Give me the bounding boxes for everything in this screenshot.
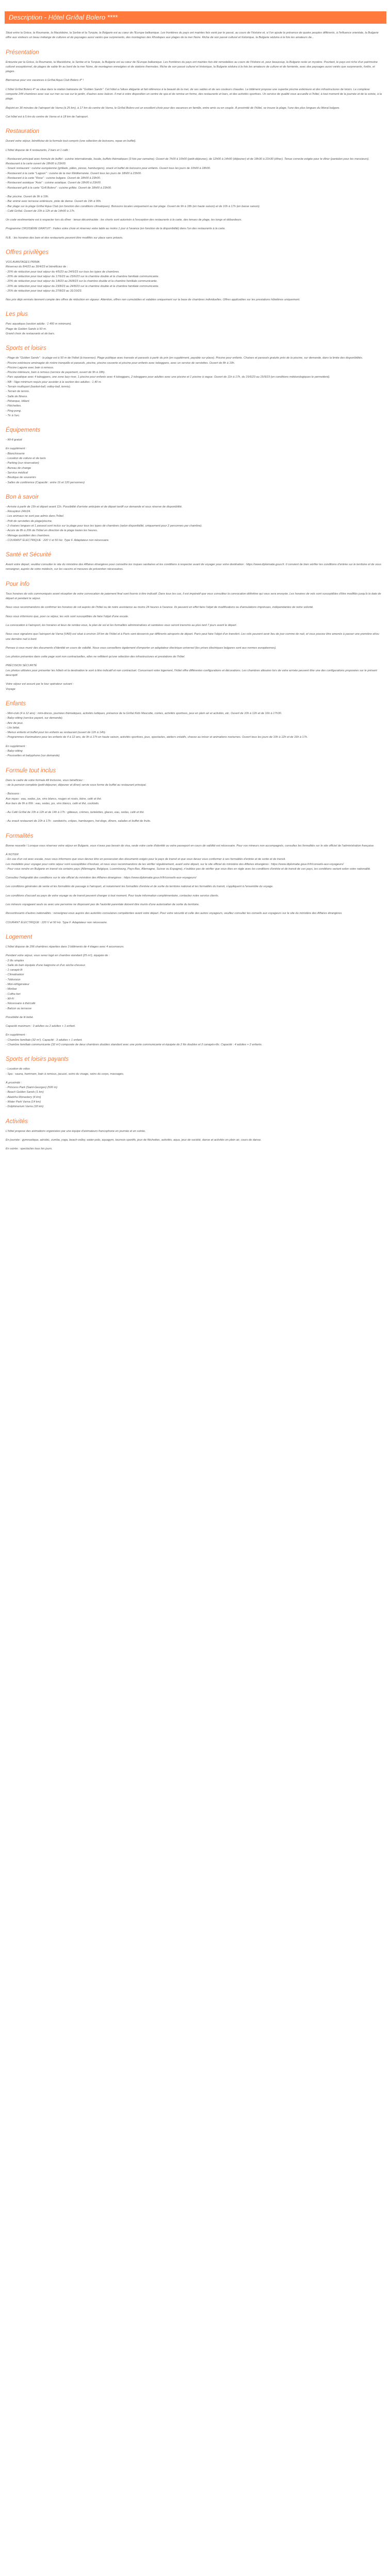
paragraph: - Location de vélos - Spa : sauna, hammam, bain à remous, jacuzzi, soins du visage, soins du corps, massages. <box>6 1067 124 1076</box>
paragraph: L'hôtel dispose de 4 restaurants, 2 bars et 1 café : <box>6 148 70 152</box>
paragraph: Possibilité de lit bébé. <box>6 1015 34 1019</box>
paragraph: Tous horaires de vols communiqués avant réception de votre convocation de paiement final sont fournis à titre indicatif. Dans tous les cas, il est impératif que vous consultiez la convocation définitive qui vous sera envoyée. Les horaires de vols sont susceptibles d'être modifiés jusqu'à la date de départ et pendant le séjour. <box>6 592 381 601</box>
content <box>5 31 386 1152</box>
paragraph: L'hôtel Gríðal Bolero 4* se situe dans la station balnéaire de "Golden Sands". Cet hôtel a l'allure élégante et fait référence à la beauté de la mer, de ses sables et de ses couleurs chaudes. Le bâtiment propose une superbe piscine extérieure et des infrastructures de loisirs. Le complexe comporte 244 chambres avec vue sur mer ou vue sur le jardin, d'autres avec balcon. Il met à votre disposition un centre de spa et de remise en forme, des restaurants et bars, et des activités sportives. Un service de qualité vous accueille à l'hôtel, à tout moment de la journée et de la soirée, à la plage. <box>6 88 382 101</box>
paragraph: Ressortissants d'autres nationalités : renseignez-vous auprès des autorités consulaires compétentes avant votre départ. Pour votre sécurité et celle des autres voyageurs, veuillez consulter les conseils aux voyageurs sur le site du ministère des Affaires étrangères. <box>6 912 343 916</box>
section <box>5 345 386 418</box>
paragraph: Cet hôtel est à 5 km du centre de Varna et à 18 km de l'aéroport. <box>6 115 89 118</box>
section-heading: Santé et Sécurité <box>6 552 52 558</box>
section-heading: Enfants <box>6 700 26 707</box>
paragraph: Bonne nouvelle ! Lorsque vous réservez votre séjour en Bulgarie, vous n'avez pas besoin de visa, seule votre carte d'identité ou votre passeport en cours de validité est nécessaire. Pour vos mineurs non accompagnés, consultez les formalités sur le site officiel de l'administration française. <box>6 844 374 848</box>
paragraph: Les conditions d'accueil au pays de votre voyage ou de transit peuvent changer à tout moment. Pour toute information complémentaire, contactez notre service clients. <box>6 894 219 897</box>
paragraph: - Plage de "Golden Sands" : la plage est à 50 m de l'hôtel (à traverser). Plage publique avec transats et parasols à partir du prix (en supplément, payable sur place). Piscine pour enfants. Chaises et parasols gratuits près de la piscine, sur demande, dans la limite des disponibilités. - Piscine extérieure aménagée de rivière tranquille et parasols, piscine, piscine couverte et piscine pour enfants avec toboggans, avec un service de serviettes. Ouvert de 8h à 19h. - Piscine Lagune avec bain à remous. - Piscine intérieure, bain à remous (service de payement, ouvert de 9h à 18h). - Parc aquatique avec 4 toboggans, une zone lazy river, 1 piscine pour enfants avec 4 toboggans, 2 toboggans pour adultes avec une piscine et 1 piscine à vague. Ouvert de 11h à 17h, du 15/6/23 au 15/9/23 (en conditions météorologiques le permettent). - NB : l'âge minimum requis pour accéder à la section des adultes : 1,40 m. - Terrain multisport (basket-ball, volley-ball, tennis). - Terrain de tennis. - Salle de fitness. - Pétanque, billard. - Fléchettes. - Ping-pong. - Tir à l'arc. <box>6 357 363 417</box>
paragraph: VOS AVANTAGES PRIMA Réservez du 8/4/23 au 30/4/23 et bénéficiez de : - 20% de réduction pour tout séjour du 4/5/23 au 24/5/23 sur tous les types de chambres. - 20% de réduction pour tout séjour du 17/6/23 au 23/6/23 sur la chambre double et la chambre familiale communicante. - 20% de réduction pour tout séjour du 1/8/23 au 26/8/23 sur la chambre double et la chambre familiale communicante. - 20% de réduction pour tout séjour du 23/8/23 au 24/8/23 sur la chambre double et la chambre familiale communicante. - 25% de réduction pour tout séjour du 27/8/23 au 31/10/23. <box>6 261 159 293</box>
paragraph: L'hôtel dispose de 296 chambres réparties dans 3 bâtiments de 4 étages avec 4 ascenseurs. <box>6 945 124 948</box>
paragraph: - Mini-club (4 à 12 ans) : mini-discos, journées thématiques, activités ludiques, présence de la Gríðal Kids Mascotte, contes, activités sportives, jeux en plein air et activités, etc. Ouvert de 10h à 12h et de 16h à 17h30. - Baby-sitting (service payant, sur demande). - Aire de jeux. - Lits bébé. - Menus enfants et buffet pour les enfants au restaurant (ouvert de 12h à 14h). - Programmes d'animations pour les enfants de 4 à 12 ans, de 9h à 17h en haute saison, activités sportives, jeux, spectacles, ateliers créatifs, chasse au trésor et animations nocturnes. Ouvert tous les jours de 10h à 12h et de 16h à 17h. <box>6 711 308 739</box>
section-heading: Sports et loisirs <box>6 345 46 352</box>
section <box>5 581 386 692</box>
paragraph: - Restaurant principal avec formule de buffet : cuisine internationale, locale, buffets thématiques (3 fois par semaine). Ouvert de 7h00 à 10h00 (petit-déjeuner), de 12h00 à 14h00 (déjeuner) et de 18h30 à 21h30 (dîner). Tenue correcte exigée pour le dîner (pantalon pour les messieurs). Restaurant à la carte ouvert de 18h00 à 23h00. - Snack restaurant : cuisine européenne (grillade, pâtes, pizzas, hamburgers), snack et buffet de boissons pour enfants. Ouvert tous les jours de 10h00 à 18h00. - Restaurant à la carte "Lagoon" : cuisine de la mer Méditerranée. Ouvert tous les jours de 18h00 à 23h00. - Restaurant à la carte "Rose" : cuisine bulgare. Ouvert de 18h00 à 23h00. - Restaurant asiatique "Asia" : cuisine asiatique. Ouvert de 18h00 à 23h00. - Restaurant grill à la carte "Grill Bolero" : cuisine grillée. Ouvert de 18h00 à 23h00. <box>6 157 370 190</box>
paragraph: Nous vous recommandons de confirmer les horaires de vol auprès de l'hôtel ou de notre assistance au moins 24 heures à l'avance. Ils peuvent en effet faire l'objet de modifications ou d'annulations imprévues, indépendantes de notre volonté. <box>6 606 314 609</box>
paragraph: En soirée : spectacles tous les jours. <box>6 1147 53 1151</box>
paragraph: À proximité : - Princess Park (Saint-Georges) (500 m) - Beach Golden Sands (1 km) - Aladzha Monastery (4 km) - Water Park Varna (14 km) - Dolphinarium Varna (18 km) <box>6 1081 58 1109</box>
section-heading: Restauration <box>6 128 40 135</box>
paragraph: Un code vestimentaire est à respecter lors du dîner : tenue décontractée : les shorts sont autorisés à l'exception des restaurants à la carte, des tenues de plage, les tongs et débardeurs. <box>6 218 242 222</box>
section-heading: Activités <box>6 1118 28 1125</box>
paragraph: À NOTER - En cas d'un vol avec escale, nous vous informons que vous devrez être en possession des documents exigés pour le pays de transit et que vous devez vous conformer à ses formalités d'entrée et de sortie et de transit. Les modalités pour voyager pour votre séjour sont susceptibles d'évoluer, et nous vous recommandons de les vérifier régulièrement, avant votre départ, sur le site officiel du ministère des Affaires étrangères : https://www.diplomatie.gouv.fr/fr/conseils-aux-voyageurs/ - Pour vous rendre en Bulgarie en transit via certains pays (Allemagne, Belgique, Luxembourg, Pays-Bas, Allemagne, Suisse ou Espagne), n'oubliez pas de vérifier que vous êtes en règle avec les conditions d'entrée et de transit de ces pays, les conditions variant selon votre nationalité. <box>6 853 371 871</box>
paragraph: Rejoint en 30 minutes de l'aéroport de Varna (à 25 km), à 17 km du centre de Varna, le Gríðal Bolero est un excellent choix pour des vacances en famille, entre amis ou en couple. À proximité de l'hôtel, se trouve la plage, l'une des plus longues du littoral bulgare. <box>6 106 340 110</box>
paragraph: PRÉCISION SÉCURITÉ Les photos utilisées pour présenter les hôtels et la destination le sont à titre indicatif et non contractuel. Concernant votre logement, l'hôtel offre différentes configurations et décorations. Les chambres allouées lors de votre arrivée peuvent être une des configurations proposées sur le présent descriptif. <box>6 664 377 677</box>
section <box>5 494 386 543</box>
section <box>5 551 386 572</box>
paragraph: Bienvenue pour vos vacances à Gríðal Aqua Club Bolero 4* ! <box>6 79 84 82</box>
paragraph: Nous vous informons que, pour ce séjour, les vols sont susceptibles de faire l'objet d'une escale. <box>6 615 129 618</box>
paragraph: L'hôtel propose des animations organisées par une équipe d'animateurs francophone en journée et en soirée. <box>6 1129 146 1133</box>
section-heading: Formalités <box>6 833 34 839</box>
page <box>5 0 386 1168</box>
section-heading: Présentation <box>6 49 39 56</box>
paragraph: Votre séjour est assuré par le tour opérateur suivant : Voyage <box>6 683 74 691</box>
paragraph: Les mineurs voyageant seuls ou avec une personne ne disposant pas de l'autorité parentale doivent être munis d'une autorisation de sortie du territoire. <box>6 903 200 907</box>
section <box>5 49 386 120</box>
section <box>5 427 386 485</box>
section <box>5 311 386 336</box>
paragraph: Dans le cadre de votre formule All Inclusive, vous bénéficiez : - de la pension complète (petit-déjeuner, déjeuner et dîner) servie sous forme de buffet au restaurant principal. <box>6 778 147 787</box>
paragraph: Nous vous signalons que l'aéroport de Varna (VAR) est situé à environ 18 km de l'hôtel et à Paris sont desservis par différents aéroports de départ. Paris peut faire l'objet d'un transfert. Les vols peuvent avoir lieu de jour comme de nuit, et vous pouvez être amenés à passer une première et/ou une dernière nuit à bord. <box>6 633 379 641</box>
paragraph: Nos prix déjà remisés tiennent compte des offres de réduction en vigueur. Attention, offres non cumulables et valables uniquement sur la base de chambres individuelles. Offres applicables sur les prestations hôtelières uniquement. <box>6 298 300 302</box>
paragraph: Capacité maximum : 3 adultes ou 2 adultes + 1 enfant. <box>6 1025 76 1028</box>
paragraph: Durant votre séjour, bénéficiez de la formule tout compris (une sélection de boissons, repas en buffet). <box>6 140 137 143</box>
paragraph: - Arrivée à partir de 15h et départ avant 11h. Possibilité d'arrivée anticipée et de départ tardif sur demande et sous réserve de disponibilité. - Réception 24h/24. - Les animaux ne sont pas admis dans l'hôtel. - Prêt de serviettes de plage/piscine. - 2 chaises longues et 1 parasol sont inclus sur la plage pour tous les types de chambres (selon disponibilité, uniquement pour 2 personnes par chambre). - Accès de 8h à 20h de l'hôtel en direction de la plage toutes les heures. - Ménage quotidien des chambres. - COURANT ÉLECTRIQUE : 220 V et 50 Hz. Type F. Adaptateur non nécessaire. <box>6 505 203 542</box>
paragraph: - Bar piscine. Ouvert de 9h à 19h. - Bar animé avec terrasse extérieure, piste de danse. Ouvert de 19h à 00h. - Bar plage sur la plage Gríðal Aqua Club (en fonction des conditions climatiques). Boissons locales uniquement au bar plage. Ouvert de 9h à 18h (en haute saison) et de 10h à 17h (en basse saison). - Café Gríðal. Ouvert de 10h à 12h et de 14h00 à 17h. <box>6 195 260 213</box>
section-heading: Équipements <box>6 427 41 434</box>
paragraph: Pendant votre séjour, vous serez logé en chambre standard (25 m²), équipée de : - 2 lits simples - Salle de bain équipée d'une baignoire et d'un sèche-cheveux - 1 canapé-lit - Climatisation - Télévision - Mini-réfrigérateur - Minibar - Coffre-fort - Wi-Fi - Nécessaire à thé/café - Balcon ou terrasse <box>6 954 110 1010</box>
paragraph: Avant votre départ, veuillez consulter le site du ministère des Affaires étrangères pour connaître les risques sanitaires et les conditions à respecter avant de voyager pour votre destination : https://www.diplomatie.gouv.fr. Il convient de bien vérifier les conditions d'entrée sur le territoire et de vous renseigner, auprès de votre médecin, sur les vaccins et mesures de prévention nécessaires. <box>6 563 382 571</box>
section-heading: Pour info <box>6 581 30 587</box>
paragraph: - Boissons : Aux repas : eau, sodas, jus, vins blancs, rouges et rosés, bière, café et thé. Aux bars de 9h à 00h : eau, sodas, jus, vins blancs, café et thé, cocktails. <box>6 792 102 805</box>
section <box>5 128 386 241</box>
paragraph: Situé entre la Grèce, la Roumanie, la Macédoine, la Serbie et la Turquie, la Bulgarie est au cœur de l'Europe balkanique. Les frontières du pays ont maintes fois varié par le passé, au cours de l'histoire et, si l'on ajoute la présence de quatre peuples différents, à l'influence orientale, la Bulgarie offre aux visiteurs un beau mélange de cultures et de paysages aussi variés que surprenants, des montagnes des Rhodopes aux plages de la mer Noire. Riche de son passé culturel et historique, la Bulgarie séduira à la fois les amateurs de... <box>6 31 379 40</box>
paragraph: - Wi-fi gratuit <box>6 438 22 442</box>
section <box>5 700 386 759</box>
paragraph: En supplément : - Chambre familiale (32 m²). Capacité : 3 adultes + 1 enfant. - Chambre familiale communicante (32 m²) composée de deux chambres doubles standard avec une porte communicante et équipée de 2 lits doubles et 2 canapés-lits. Capacité : 4 adultes + 2 enfants. <box>6 1033 263 1046</box>
paragraph: - Au snack restaurant de 10h à 17h : sandwichs, crêpes, hamburgers, hot-dogs, dîners, salades et buffet de fruits. <box>6 820 151 823</box>
paragraph: En supplément : - Blanchisserie - Location de voiture et de taxis - Parking (sur réservation) - Bureau de change - Service médical - Boutique de souvenirs - Salles de conférence (Capacité : entre 16 et 120 personnes) <box>6 447 85 484</box>
paragraph: Les photos présentes dans cette page sont non contractuelles, elles ne reflètent qu'une sélection des infrastructures et prestations de l'hôtel. <box>6 655 185 659</box>
paragraph: COURANT ÉLECTRIQUE : 220 V et 50 Hz. Type F. Adaptateur non nécessaire. <box>6 921 108 924</box>
section-heading: Formule tout inclus <box>6 767 56 774</box>
section-heading: Offres privilèges <box>6 249 49 256</box>
paragraph: La convocation à l'aéroport, les horaires et lieux de rendez-vous, le plan de vol et les formalités administratives et sanitaires vous seront transmis au plus tard 7 jours avant le départ. <box>6 623 237 627</box>
paragraph: Entourée par la Grèce, la Roumanie, la Macédoine, la Serbie et la Turquie, la Bulgarie est au cœur de l'Europe balkanique. Les frontières du pays ont maintes fois été remodelées au cours de l'histoire et, pour beaucoup, la Bulgarie reste un mystère. Pourtant, le pays est riche d'un patrimoine culturel exceptionnel, de plages de sable fin au bord de la mer Noire, de montagnes enneigées et de stations thermales. Riche de son passé culturel et historique, la Bulgarie séduira à la fois les amateurs de culture et de farniente, avec des paysages aussi variés que surprenants, forêts, et plages. <box>6 60 378 74</box>
section <box>5 1056 386 1109</box>
paragraph: - Au Café Gríðal de 10h à 12h et de 14h à 17h : gâteaux, crèmes, tartelettes, glaces, eau, sodas, café et thé. <box>6 811 145 815</box>
section <box>5 1118 386 1152</box>
paragraph: Les conditions générales de vente et les formalités de passage à l'aéroport, et notamment les formalités d'entrée et de sortie du territoire national et les formalités du transit, s'appliquent à l'ensemble du voyage. <box>6 885 273 889</box>
paragraph: Parc aquatique (section adulte : 1 400 m minimum). Plage de Golden Sands à 50 m. Grand choix de restaurants et de bars. <box>6 323 72 335</box>
section-heading: Bon à savoir <box>6 494 39 500</box>
section <box>5 767 386 824</box>
section-heading: Les plus <box>6 311 28 318</box>
paragraph: Programme CROISIÈRE GRATUIT : Faites votre choix et réservez votre table au moins 1 jour à l'avance (en fonction de la disponibilité) dans l'un des restaurants à la carte. <box>6 227 226 231</box>
paragraph: Pensez à vous munir des documents d'identité en cours de validité. Nous vous conseillons également d'emporter un adaptateur électrique universel (les prises électriques bulgares sont aux normes européennes). <box>6 646 276 650</box>
paragraph: N.B. : les horaires des bars et des restaurants peuvent être modifiés sur place sans préavis. <box>6 236 123 240</box>
paragraph: En supplément : - Baby-sitting - Poussettes et babyphone (sur demande) <box>6 744 60 758</box>
section-heading: Logement <box>6 934 32 940</box>
paragraph: Consultez l'intégralité des conditions sur le site officiel du ministère des Affaires étrangères : https://www.diplomatie.gouv.fr/fr/conseils-aux-voyageurs/ <box>6 876 197 880</box>
section <box>5 934 386 1047</box>
page-title: Description - Hôtel Gríðal Bolero **** <box>5 11 386 24</box>
section <box>5 31 386 41</box>
paragraph: En journée : gymnastique, aérobic, zumba, yoga, beach-volley, water-polo, aquagym, tournois sportifs, jeux de fléchettes, activités, aqua, jeux de société, danse et activités en plein air, cours de danse. <box>6 1138 262 1142</box>
section <box>5 249 386 302</box>
section <box>5 833 386 925</box>
section-heading: Sports et loisirs payants <box>6 1056 69 1063</box>
